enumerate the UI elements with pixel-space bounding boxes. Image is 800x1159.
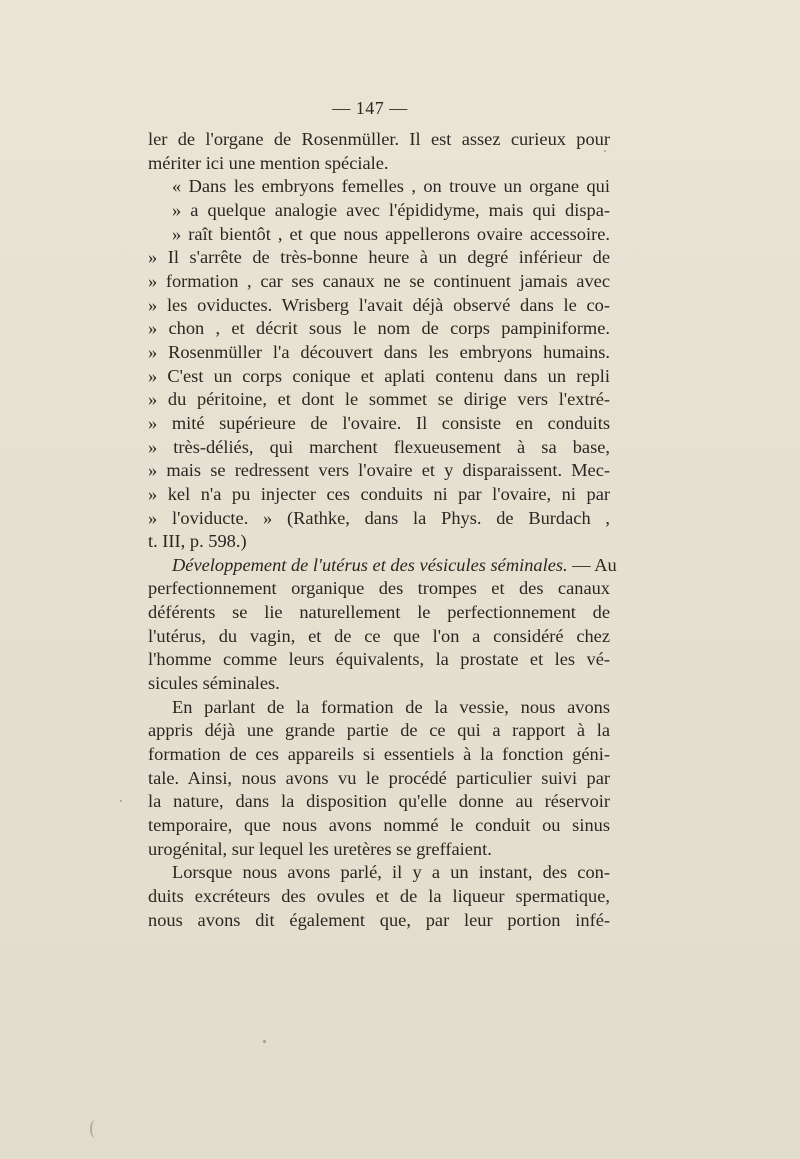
text-line: » Il s'arrête de très-bonne heure à un degré inférieur de [148, 247, 610, 268]
text-line: duits excréteurs des ovules et de la liqueur spermatique, [148, 886, 610, 906]
page-number: — 147 — [332, 98, 408, 118]
text-line: temporaire, que nous avons nommé le conduit ou sinus [148, 815, 610, 836]
text-line: appris déjà une grande partie de ce qui a rapport à la [148, 720, 610, 741]
text-line: » raît bientôt , et que nous appellerons ovaire accessoire. [172, 223, 610, 244]
text-line: » mais se redressent vers l'ovaire et y disparaissent. Mec- [148, 460, 610, 481]
text-line: formation de ces appareils si essentiels à la fonction géni- [148, 744, 610, 765]
paper-speck [120, 800, 122, 802]
text-line: » a quelque analogie avec l'épididyme, mais qui dispa- [172, 199, 610, 220]
text-line: déférents se lie naturellement le perfectionnement de [148, 602, 610, 623]
text-line: l'homme comme leurs équivalents, la prostate et les vé- [148, 649, 610, 670]
text-line: » formation , car ses canaux ne se continuent jamais avec [148, 270, 610, 291]
text-line: » C'est un corps conique et aplati contenu dans un repli [148, 365, 610, 386]
text-line: » très-déliés, qui marchent flexueusement à sa base, [148, 436, 610, 457]
text-line: t. III, p. 598.) [148, 531, 247, 552]
text-line: perfectionnement organique des trompes et des canaux [148, 578, 610, 599]
text-line: Lorsque nous avons parlé, il y a un instant, des con- [172, 862, 610, 883]
text-line-rest: — Au [572, 554, 617, 575]
text-line: ler de l'organe de Rosenmüller. Il est assez curieux pour [148, 129, 610, 149]
text-line: urogénital, sur lequel les uretères se greffaient. [148, 838, 492, 859]
section-heading: Développement de l'utérus et des vésicules séminales. [172, 554, 568, 575]
text-line: nous avons dit également que, par leur portion infé- [148, 909, 610, 930]
text-line: » Rosenmüller l'a découvert dans les embryons humains. [148, 341, 610, 362]
text-line [148, 554, 617, 578]
body-text [148, 128, 617, 932]
text-line: » kel n'a pu injecter ces conduits ni par l'ovaire, ni par [148, 483, 610, 504]
text-line: sicules séminales. [148, 673, 280, 694]
text-line: « Dans les embryons femelles , on trouve un organe qui [172, 176, 610, 197]
paper-mark [90, 1120, 100, 1138]
text-line: » les oviductes. Wrisberg l'avait déjà observé dans le co- [148, 294, 610, 315]
paper-speck [263, 1040, 266, 1043]
text-line: » l'oviducte. » (Rathke, dans la Phys. de Burdach , [148, 507, 610, 528]
paper-speck [604, 150, 606, 152]
text-line: En parlant de la formation de la vessie, nous avons [172, 696, 610, 717]
text-line: la nature, dans la disposition qu'elle donne au réservoir [148, 791, 610, 812]
text-line: tale. Ainsi, nous avons vu le procédé particulier suivi par [148, 767, 610, 788]
text-line: mériter ici une mention spéciale. [148, 152, 389, 173]
text-line: » du péritoine, et dont le sommet se dirige vers l'extré- [148, 389, 610, 410]
text-line: » chon , et décrit sous le nom de corps pampiniforme. [148, 318, 610, 339]
text-line: l'utérus, du vagin, et de ce que l'on a considéré chez [148, 625, 610, 646]
text-line: » mité supérieure de l'ovaire. Il consiste en conduits [148, 412, 610, 433]
